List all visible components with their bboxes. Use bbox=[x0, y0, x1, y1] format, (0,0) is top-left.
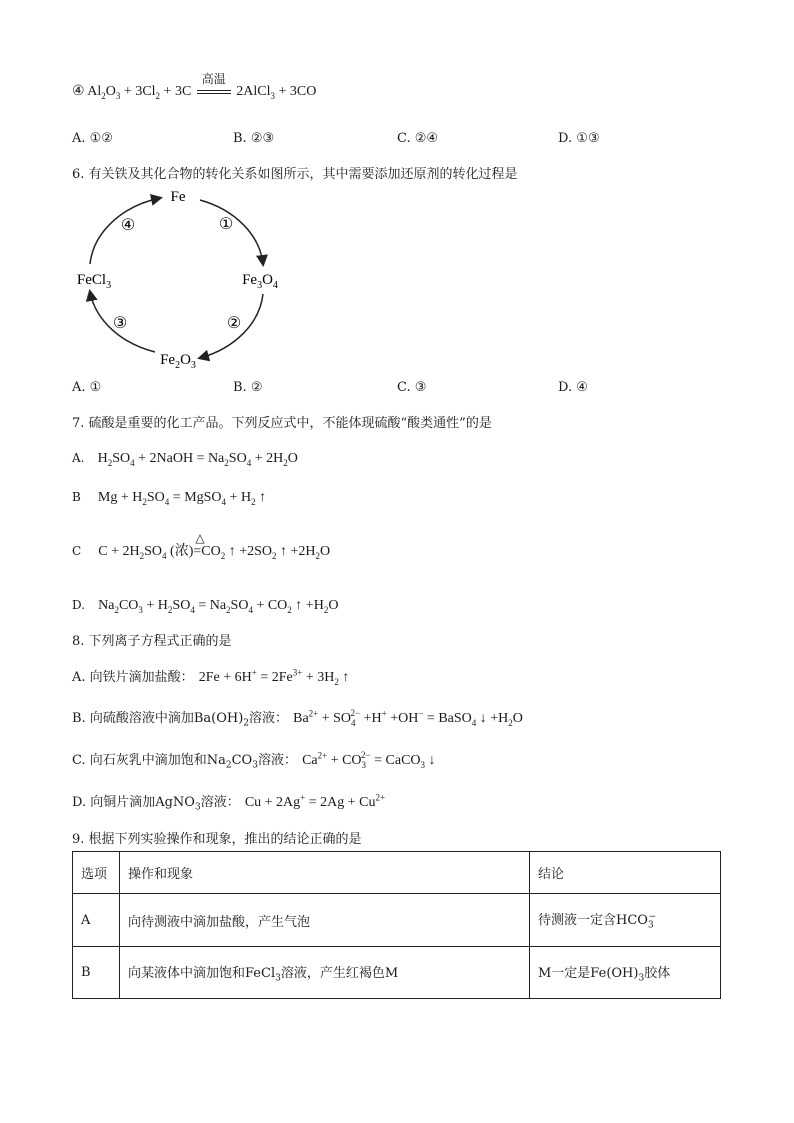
node-fe3o4: $Fe_3O_4$ bbox=[242, 272, 278, 291]
q6-stem: 6. 有关铁及其化合物的转化关系如图所示，其中需要添加还原剂的转化过程是 bbox=[72, 167, 518, 182]
q8-option-a-equation: $2Fe + 6H^+ = 2Fe^{3+} + 3H_2$ ↑ bbox=[198, 667, 350, 687]
reaction-4-products: 2AlCl$_3$ + 3CO bbox=[236, 84, 317, 101]
header-option: 选项 bbox=[73, 852, 120, 894]
q8-option-c bbox=[72, 749, 436, 771]
reaction-4 bbox=[72, 72, 317, 101]
q8-option-b-text: B. 向硫酸溶液中滴加$Ba(OH)_2$溶液： bbox=[72, 711, 289, 729]
q8-option-c-equation: $Ca^{2+} + CO_3^{2-}$ = CaCO$_3$ ↓ bbox=[302, 750, 436, 770]
q8-option-b-equation: $Ba^{2+} + SO_4^{2-} +H^+ +OH^-$ = BaSO$_4$ ↓ $+H_2O$ bbox=[293, 708, 523, 728]
q6-option-a: A. ① bbox=[72, 380, 102, 395]
q7-option-c-equation: $C + 2H_2SO_4$ (浓) △ $=CO_2$ ↑ $+2SO_2$ ↑ $+2H_2O$ bbox=[98, 531, 331, 561]
step-3-label: ③ bbox=[112, 315, 128, 332]
node-fe: Fe bbox=[170, 189, 186, 205]
q6-option-c: C. ③ bbox=[397, 380, 427, 395]
reaction-4-arrow bbox=[195, 72, 233, 100]
q5-option-b: B. ②③ bbox=[233, 131, 275, 146]
q5-option-c: C. ②④ bbox=[397, 131, 439, 146]
q8-option-d-equation: $Cu + 2Ag^+ = 2Ag + Cu^{2+}$ bbox=[244, 792, 386, 810]
row-a-conclusion: 待测液一定含$HCO_3^-$ bbox=[530, 894, 721, 947]
q8-option-a-text: A. 向铁片滴加盐酸： bbox=[72, 670, 194, 685]
header-operation: 操作和现象 bbox=[120, 852, 530, 894]
q6-option-d: D. ④ bbox=[558, 380, 588, 395]
q9-table bbox=[72, 851, 721, 999]
reaction-4-number: ④ bbox=[72, 84, 85, 99]
reaction-4-reactants: $Al_2O_3 + 3Cl_2 + 3C$ bbox=[87, 84, 192, 101]
q5-option-d: D. ①③ bbox=[558, 131, 600, 146]
q8-option-b bbox=[72, 707, 523, 729]
q8-option-a bbox=[72, 666, 349, 687]
step-2-label: ② bbox=[226, 315, 242, 332]
q5-option-a: A. ①② bbox=[72, 131, 113, 146]
q7-option-a-equation: $H_2SO_4$ + 2NaOH = $Na_2SO_4 + 2H_2O$ bbox=[97, 451, 298, 468]
table-header-row bbox=[73, 852, 721, 894]
q7-option-d bbox=[72, 594, 338, 615]
q6-option-b: B. ② bbox=[233, 380, 263, 395]
node-fe2o3: $Fe_2O_3$ bbox=[160, 352, 196, 371]
header-conclusion: 结论 bbox=[530, 852, 721, 894]
q7-option-a-label: A. bbox=[72, 451, 85, 465]
q8-stem: 8. 下列离子方程式正确的是 bbox=[72, 634, 232, 649]
row-b-option: B bbox=[73, 947, 120, 999]
node-fecl3: FeCl$_3$ bbox=[76, 272, 112, 291]
q7-option-c-label: C bbox=[72, 544, 82, 558]
reaction-4-condition: 高温 bbox=[201, 72, 226, 86]
row-a-operation: 向待测液中滴加盐酸，产生气泡 bbox=[120, 894, 530, 947]
q7-option-b-equation: $Mg + H_2SO_4$ = MgSO$_4$ + $H_2$ ↑ bbox=[97, 490, 267, 507]
q7-stem: 7. 硫酸是重要的化工产品。下列反应式中，不能体现硫酸“酸类通性”的是 bbox=[72, 416, 492, 431]
q9-stem: 9. 根据下列实验操作和现象，推出的结论正确的是 bbox=[72, 832, 362, 847]
q7-option-c bbox=[72, 531, 331, 561]
table-row bbox=[73, 947, 721, 999]
q8-option-c-text: C. 向石灰乳中滴加饱和$Na_2CO_3$溶液： bbox=[72, 753, 297, 771]
row-b-operation: 向某液体中滴加饱和FeCl$_3$溶液，产生红褐色M bbox=[120, 947, 530, 999]
step-4-label: ④ bbox=[120, 217, 136, 234]
q7-option-a bbox=[72, 447, 298, 468]
q7-option-d-equation: $Na_2CO_3 + H_2SO_4 = Na_2SO_4 + CO_2$ ↑ $+H_2O$ bbox=[98, 598, 339, 615]
iron-conversion-diagram bbox=[60, 180, 310, 380]
q7-option-d-label: D. bbox=[72, 598, 86, 612]
row-b-conclusion: M一定是$Fe(OH)_3$胶体 bbox=[530, 947, 721, 999]
q7-option-b-label: B bbox=[72, 490, 81, 504]
q8-option-d bbox=[72, 791, 385, 813]
step-1-label: ① bbox=[218, 216, 234, 233]
q8-option-d-text: D. 向铜片滴加AgNO$_3$溶液： bbox=[72, 795, 240, 813]
row-a-option: A bbox=[73, 894, 120, 947]
table-row bbox=[73, 894, 721, 947]
double-line-equals bbox=[197, 90, 231, 94]
q7-option-b bbox=[72, 486, 266, 507]
